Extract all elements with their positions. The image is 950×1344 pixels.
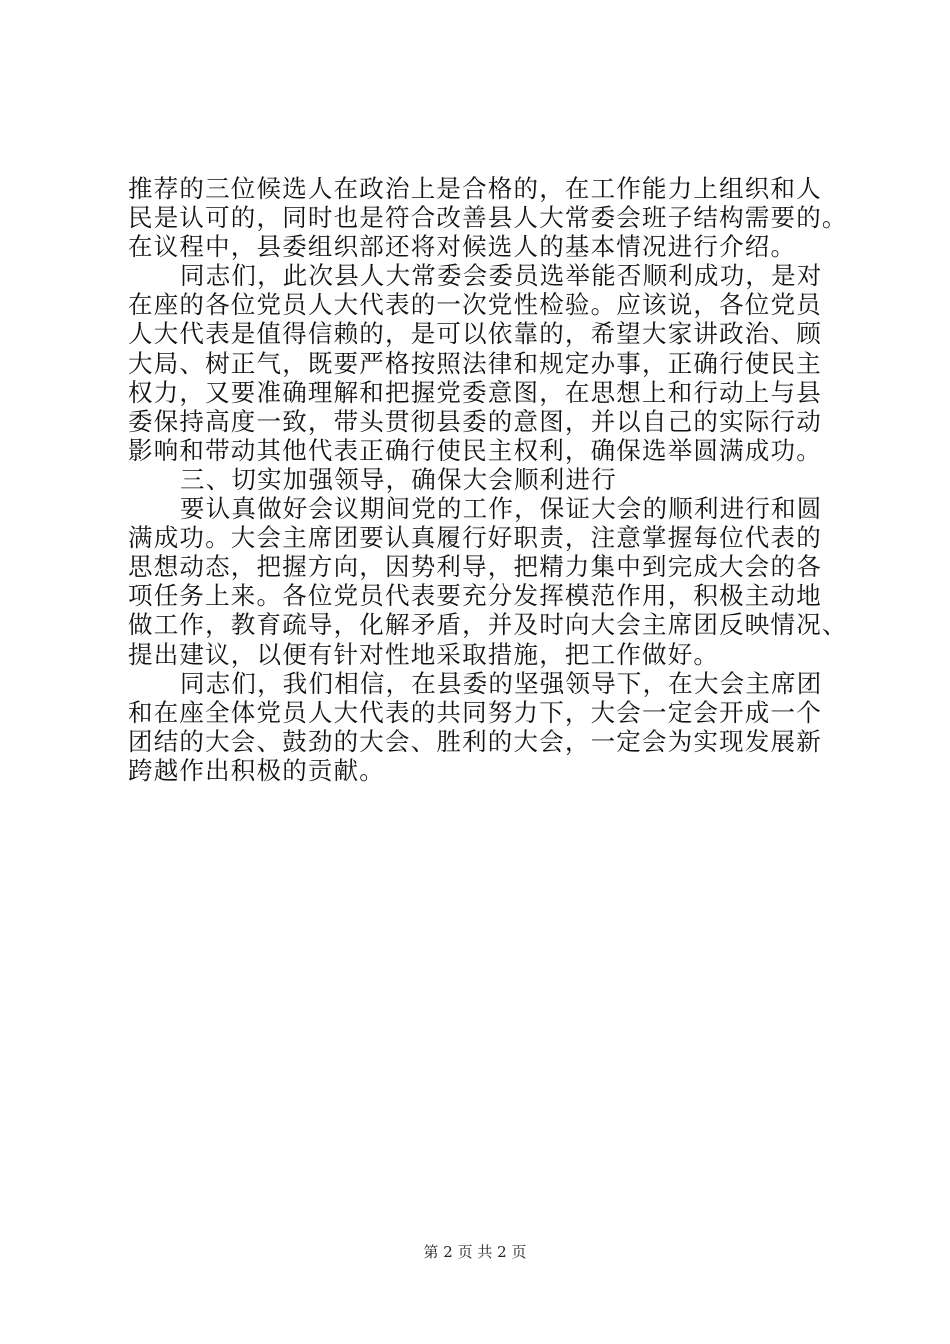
text-line: 和在座全体党员人大代表的共同努力下，大会一定会开成一个 bbox=[128, 697, 822, 727]
text-line: 项任务上来。各位党员代表要充分发挥模范作用，积极主动地 bbox=[128, 581, 822, 611]
text-line: 思想动态，把握方向，因势利导，把精力集中到完成大会的各 bbox=[128, 552, 822, 582]
text-line: 团结的大会、鼓劲的大会、胜利的大会，一定会为实现发展新 bbox=[128, 726, 822, 756]
text-line: 提出建议，以便有针对性地采取措施，把工作做好。 bbox=[128, 639, 720, 669]
text-line: 满成功。大会主席团要认真履行好职责，注意掌握每位代表的 bbox=[128, 523, 822, 553]
text-line: 跨越作出积极的贡献。 bbox=[128, 755, 385, 785]
text-line: 影响和带动其他代表正确行使民主权利，确保选举圆满成功。 bbox=[128, 435, 822, 465]
text-line: 人大代表是值得信赖的，是可以依靠的，希望大家讲政治、顾 bbox=[128, 319, 822, 349]
text-line: 做工作，教育疏导，化解矛盾，并及时向大会主席团反映情况、 bbox=[128, 610, 848, 640]
text-line: 推荐的三位候选人在政治上是合格的，在工作能力上组织和人 bbox=[128, 174, 822, 203]
text-line: 在议程中，县委组织部还将对候选人的基本情况进行介绍。 bbox=[128, 232, 797, 262]
text-line: 大局、树正气，既要严格按照法律和规定办事，正确行使民主 bbox=[128, 348, 822, 378]
text-line: 权力，又要准确理解和把握党委意图，在思想上和行动上与县 bbox=[128, 377, 822, 407]
text-line: 同志们，我们相信，在县委的坚强领导下，在大会主席团 bbox=[180, 668, 823, 698]
text-line: 在座的各位党员人大代表的一次党性检验。应该说，各位党员 bbox=[128, 290, 822, 320]
text-line: 委保持高度一致，带头贯彻县委的意图，并以自己的实际行动 bbox=[128, 406, 822, 436]
text-line: 同志们，此次县人大常委会委员选举能否顺利成功，是对 bbox=[180, 261, 823, 291]
text-line: 民是认可的，同时也是符合改善县人大常委会班子结构需要的。 bbox=[128, 203, 848, 233]
text-line: 要认真做好会议期间党的工作，保证大会的顺利进行和圆 bbox=[180, 494, 823, 524]
document-body bbox=[128, 174, 848, 785]
page-number-footer: 第 2 页 共 2 页 bbox=[423, 1243, 527, 1261]
text-line: 三、切实加强领导，确保大会顺利进行 bbox=[180, 464, 617, 494]
